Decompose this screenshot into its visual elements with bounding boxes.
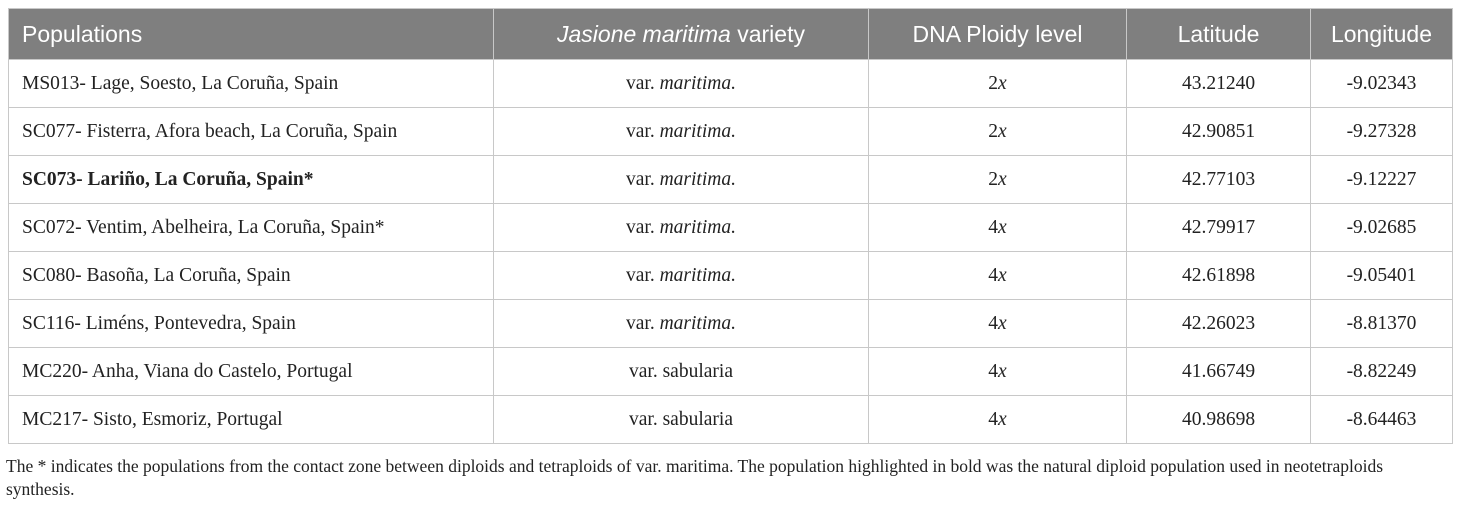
variety-prefix: var.	[626, 264, 660, 286]
cell-latitude: 42.61898	[1127, 252, 1311, 300]
variety-prefix: var.	[626, 168, 660, 190]
cell-population: SC080- Basoña, La Coruña, Spain	[9, 252, 494, 300]
cell-longitude: -9.12227	[1311, 156, 1453, 204]
cell-variety	[494, 156, 869, 204]
header-variety-species: Jasione maritima	[557, 20, 731, 47]
cell-ploidy	[869, 396, 1127, 444]
ploidy-number: 2	[988, 72, 999, 94]
ploidy-number: 4	[988, 360, 999, 382]
variety-prefix: var.	[629, 408, 663, 430]
cell-ploidy	[869, 108, 1127, 156]
variety-prefix: var.	[626, 216, 660, 238]
cell-latitude: 42.90851	[1127, 108, 1311, 156]
header-variety-suffix: variety	[730, 20, 805, 47]
cell-variety	[494, 252, 869, 300]
cell-latitude: 41.66749	[1127, 348, 1311, 396]
header-variety	[494, 9, 869, 60]
table-header	[9, 9, 1453, 60]
ploidy-x: x	[998, 312, 1007, 334]
variety-name: maritima.	[659, 216, 736, 238]
ploidy-x: x	[998, 168, 1007, 190]
table-body	[9, 60, 1453, 444]
variety-prefix: var.	[626, 120, 660, 142]
header-longitude: Longitude	[1311, 9, 1453, 60]
ploidy-number: 4	[988, 312, 999, 334]
table-row	[9, 60, 1453, 108]
table-row	[9, 156, 1453, 204]
table-row	[9, 204, 1453, 252]
cell-longitude: -9.02343	[1311, 60, 1453, 108]
cell-population: MS013- Lage, Soesto, La Coruña, Spain	[9, 60, 494, 108]
cell-longitude: -8.64463	[1311, 396, 1453, 444]
ploidy-number: 4	[988, 264, 999, 286]
table-row	[9, 348, 1453, 396]
cell-variety	[494, 108, 869, 156]
cell-population: SC116- Liméns, Pontevedra, Spain	[9, 300, 494, 348]
ploidy-x: x	[998, 72, 1007, 94]
cell-population: MC217- Sisto, Esmoriz, Portugal	[9, 396, 494, 444]
cell-longitude: -8.82249	[1311, 348, 1453, 396]
variety-prefix: var.	[626, 312, 660, 334]
variety-name: maritima.	[659, 312, 736, 334]
cell-ploidy	[869, 252, 1127, 300]
header-populations: Populations	[9, 9, 494, 60]
ploidy-x: x	[998, 120, 1007, 142]
cell-variety	[494, 396, 869, 444]
variety-name: sabularia	[662, 360, 733, 382]
cell-variety	[494, 300, 869, 348]
cell-variety	[494, 204, 869, 252]
ploidy-x: x	[998, 408, 1007, 430]
cell-population: MC220- Anha, Viana do Castelo, Portugal	[9, 348, 494, 396]
cell-longitude: -9.02685	[1311, 204, 1453, 252]
header-ploidy: DNA Ploidy level	[869, 9, 1127, 60]
variety-name: maritima.	[659, 72, 736, 94]
cell-longitude: -9.05401	[1311, 252, 1453, 300]
ploidy-number: 4	[988, 408, 999, 430]
variety-name: maritima.	[659, 264, 736, 286]
ploidy-number: 4	[988, 216, 999, 238]
variety-name: sabularia	[662, 408, 733, 430]
ploidy-number: 2	[988, 120, 999, 142]
cell-variety	[494, 60, 869, 108]
cell-variety	[494, 348, 869, 396]
cell-ploidy	[869, 156, 1127, 204]
table-row	[9, 108, 1453, 156]
header-row	[9, 9, 1453, 60]
variety-name: maritima.	[659, 120, 736, 142]
cell-ploidy	[869, 60, 1127, 108]
cell-population: SC073- Lariño, La Coruña, Spain*	[9, 156, 494, 204]
cell-longitude: -9.27328	[1311, 108, 1453, 156]
populations-table	[8, 8, 1453, 444]
cell-ploidy	[869, 204, 1127, 252]
cell-latitude: 40.98698	[1127, 396, 1311, 444]
cell-longitude: -8.81370	[1311, 300, 1453, 348]
cell-ploidy	[869, 300, 1127, 348]
variety-prefix: var.	[626, 72, 660, 94]
ploidy-x: x	[998, 216, 1007, 238]
cell-latitude: 42.77103	[1127, 156, 1311, 204]
table-row	[9, 300, 1453, 348]
cell-ploidy	[869, 348, 1127, 396]
ploidy-x: x	[998, 360, 1007, 382]
cell-latitude: 42.79917	[1127, 204, 1311, 252]
ploidy-x: x	[998, 264, 1007, 286]
table-row	[9, 396, 1453, 444]
header-latitude: Latitude	[1127, 9, 1311, 60]
variety-prefix: var.	[629, 360, 663, 382]
cell-latitude: 43.21240	[1127, 60, 1311, 108]
cell-population: SC077- Fisterra, Afora beach, La Coruña, Spain	[9, 108, 494, 156]
table-row	[9, 252, 1453, 300]
variety-name: maritima.	[659, 168, 736, 190]
cell-latitude: 42.26023	[1127, 300, 1311, 348]
cell-population: SC072- Ventim, Abelheira, La Coruña, Spain*	[9, 204, 494, 252]
table-footnote: The * indicates the populations from the contact zone between diploids and tetraploids of var. maritima. The population highlighted in bold was the natural diploid population used in neotetraploids synthesis.	[6, 456, 1384, 499]
data-table-container	[8, 8, 1452, 444]
ploidy-number: 2	[988, 168, 999, 190]
